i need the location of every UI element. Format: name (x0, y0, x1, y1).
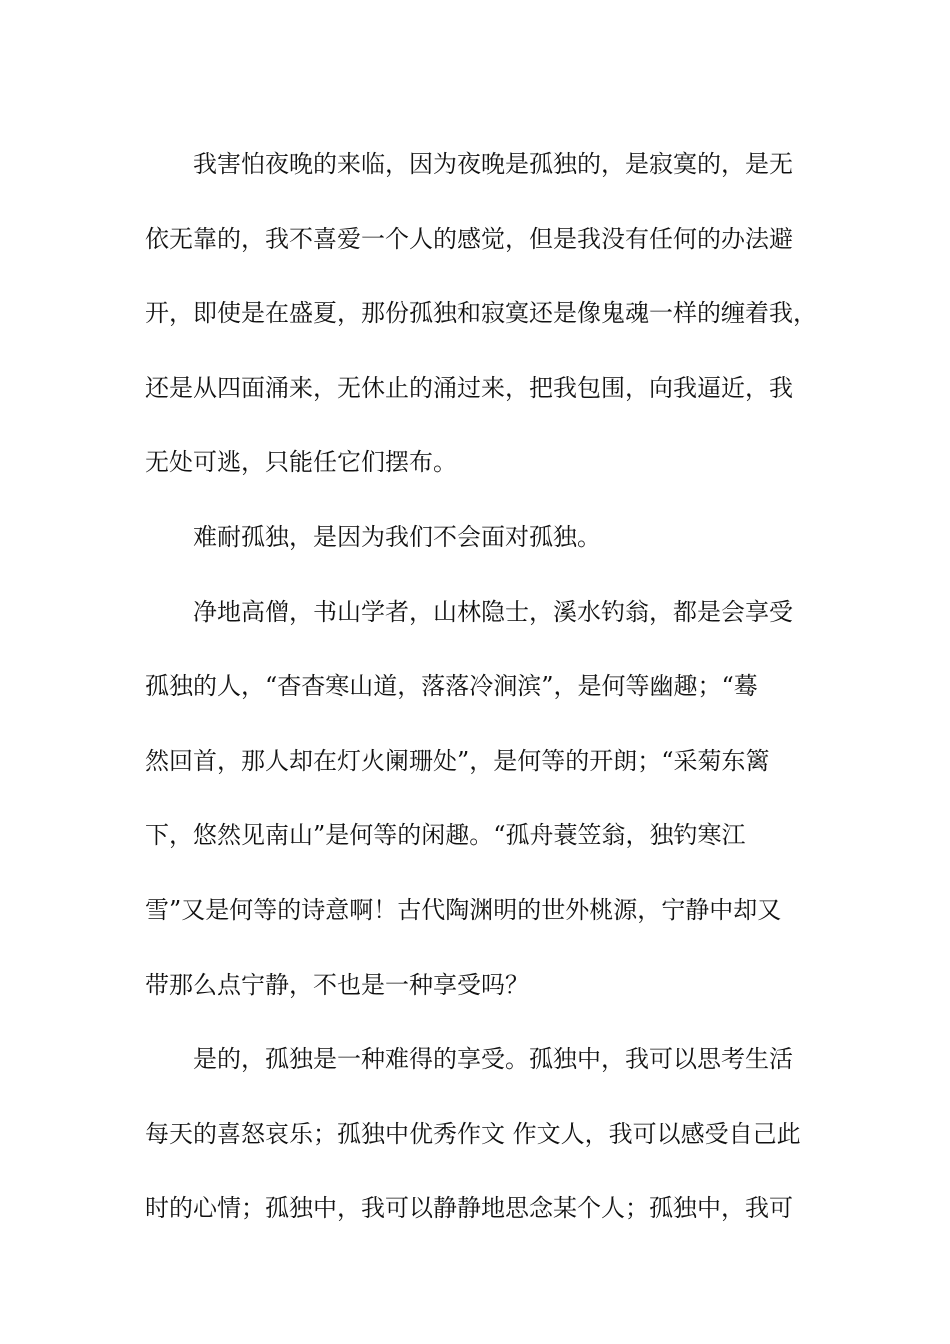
text-line: 时的心情；孤独中，我可以静静地思念某个人；孤独中，我可 (145, 1194, 793, 1223)
text-line: 净地高僧，书山学者，山林隐士，溪水钓翁，都是会享受 (193, 597, 793, 626)
text-line: 难耐孤独，是因为我们不会面对孤独。 (193, 522, 601, 551)
text-line: 无处可逃，只能任它们摆布。 (145, 448, 457, 477)
text-line: 依无靠的，我不喜爱一个人的感觉，但是我没有任何的办法避 (145, 224, 793, 253)
text-line: 然回首，那人却在灯火阑珊处”，是何等的开朗；“采菊东篱 (145, 746, 770, 775)
text-line: 我害怕夜晚的来临，因为夜晚是孤独的，是寂寞的，是无 (193, 150, 793, 178)
text-line: 每天的喜怒哀乐；孤独中优秀作文 作文人，我可以感受自己此 (145, 1119, 801, 1148)
text-line: 带那么点宁静，不也是一种享受吗？ (145, 970, 529, 999)
text-line: 是的，孤独是一种难得的享受。孤独中，我可以思考生活 (193, 1045, 793, 1074)
text-line: 开，即使是在盛夏，那份孤独和寂寞还是像鬼魂一样的缠着我， (145, 299, 817, 328)
text-line: 孤独的人，“杳杳寒山道，落落冷涧滨”，是何等幽趣；“蓦 (145, 672, 758, 701)
text-line: 雪”又是何等的诗意啊！古代陶渊明的世外桃源，宁静中却又 (145, 895, 782, 924)
text-line: 下，悠然见南山”是何等的闲趣。“孤舟蓑笠翁，独钓寒江 (145, 821, 746, 850)
body-text (145, 127, 825, 1246)
text-line: 还是从四面涌来，无休止的涌过来，把我包围，向我逼近，我 (145, 373, 793, 402)
